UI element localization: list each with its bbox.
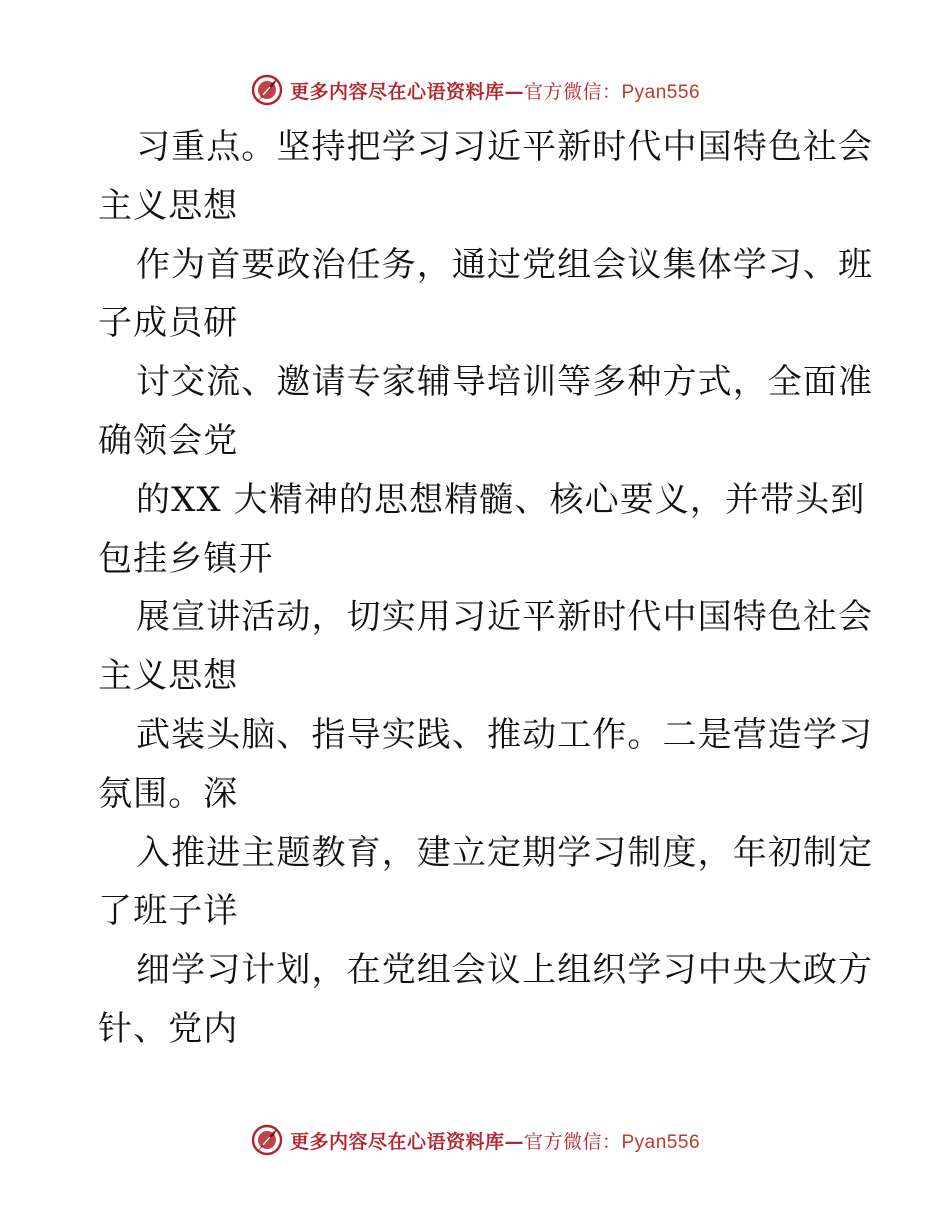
watermark-brand: 更多内容尽在心语资料库 (289, 80, 505, 103)
watermark-brand: 更多内容尽在心语资料库 (289, 1130, 505, 1153)
text-line: 了班子详 (98, 891, 239, 932)
watermark-wechat-id: Pyan556 (621, 81, 701, 103)
text-line: 细学习计划，在党组会议上组织学习中央大政方 (136, 950, 874, 991)
text-line: 展宣讲活动，切实用习近平新时代中国特色社会 (136, 597, 874, 638)
header-watermark (0, 68, 950, 112)
text-line: 确领会党 (98, 420, 239, 461)
text-line: 的XX 大精神的思想精髓、核心要义，并带头到 (136, 479, 866, 520)
text-line: 氛围。深 (98, 773, 239, 814)
text-line: 习重点。坚持把学习习近平新时代中国特色社会 (136, 127, 874, 167)
watermark-separator: — (504, 80, 524, 103)
watermark-text (290, 1127, 700, 1154)
text-line: 讨交流、邀请专家辅导培训等多种方式，全面准 (136, 362, 874, 403)
text-line: 包挂乡镇开 (98, 538, 274, 579)
text-line: 主义思想 (98, 185, 239, 226)
watermark-text (290, 77, 700, 104)
watermark-official: 官方微信： (523, 1130, 622, 1153)
text-line: 武装头脑、指导实践、推动工作。二是营造学习 (136, 714, 874, 755)
text-line: 主义思想 (98, 656, 239, 697)
watermark-wechat-id: Pyan556 (621, 1131, 701, 1153)
quill-circle-icon (250, 1123, 284, 1157)
watermark-separator: — (504, 1130, 524, 1153)
text-line: 入推进主题教育，建立定期学习制度，年初制定 (136, 832, 874, 873)
document-body (98, 118, 874, 1059)
watermark-official: 官方微信： (523, 80, 622, 103)
text-line: 针、党内 (98, 1008, 239, 1049)
quill-circle-icon (250, 73, 284, 107)
text-line: 作为首要政治任务，通过党组会议集体学习、班 (136, 244, 874, 285)
footer-watermark (0, 1118, 950, 1162)
text-line: 子成员研 (98, 303, 239, 344)
